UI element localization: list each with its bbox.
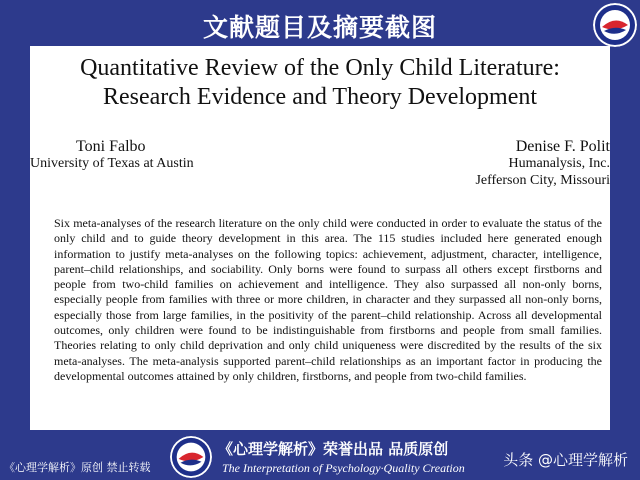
paper-screenshot — [30, 46, 610, 430]
paper-title-line-1: Quantitative Review of the Only Child Literature: — [80, 55, 560, 81]
psychology-logo-icon — [170, 436, 212, 478]
author-location: Jefferson City, Missouri — [475, 173, 610, 188]
abstract: Six meta-analyses of the research literature on the only child were conducted in order to evaluate the status of the only child and to guide theory development in this area. The 115 studies included here generated enough information to justify meta-analyses on the following topics: achievement, adjustment, character, intelligence, parent–child relationships, and sociability. Only borns were found to surpass all others except firstborns and people from two-child families on achievement and intelligence. They also surpassed all non-only borns, especially people from families with three or more children, in character and they surpassed all non-only borns, especially those from large families, in the positivity of the parent–child relationship. Across all developmental outcomes, only children were found to be indistinguishable from firstborns and people from small families. Theories relating to only child deprivation and only child uniqueness were discredited by the results of the six meta-analyses. The meta-analysis supported parent–child relationships as an important factor in producing the developmental outcomes attained by only children, firstborns, and people from two-child families. — [54, 216, 602, 383]
author-block-2 — [475, 138, 610, 189]
psychology-logo-icon — [593, 3, 637, 47]
brand-slogan-english: The Interpretation of Psychology·Quality Creation — [222, 461, 465, 475]
author-name: Toni Falbo — [76, 138, 146, 155]
author-name: Denise F. Polit — [515, 138, 610, 155]
paper-title — [30, 54, 610, 112]
copyright-notice: 《心理学解析》原创 禁止转载 — [4, 461, 151, 474]
author-affiliation: Humanalysis, Inc. — [508, 156, 610, 171]
author-block-1 — [30, 138, 194, 172]
slide-title: 文献题目及摘要截图 — [202, 13, 437, 42]
paper-title-line-2: Research Evidence and Theory Development — [102, 84, 538, 110]
brand-slogan: 《心理学解析》荣誉出品 品质原创 — [218, 440, 449, 458]
toutiao-handle: 头条 @心理学解析 — [503, 451, 628, 469]
author-affiliation: University of Texas at Austin — [30, 156, 194, 171]
